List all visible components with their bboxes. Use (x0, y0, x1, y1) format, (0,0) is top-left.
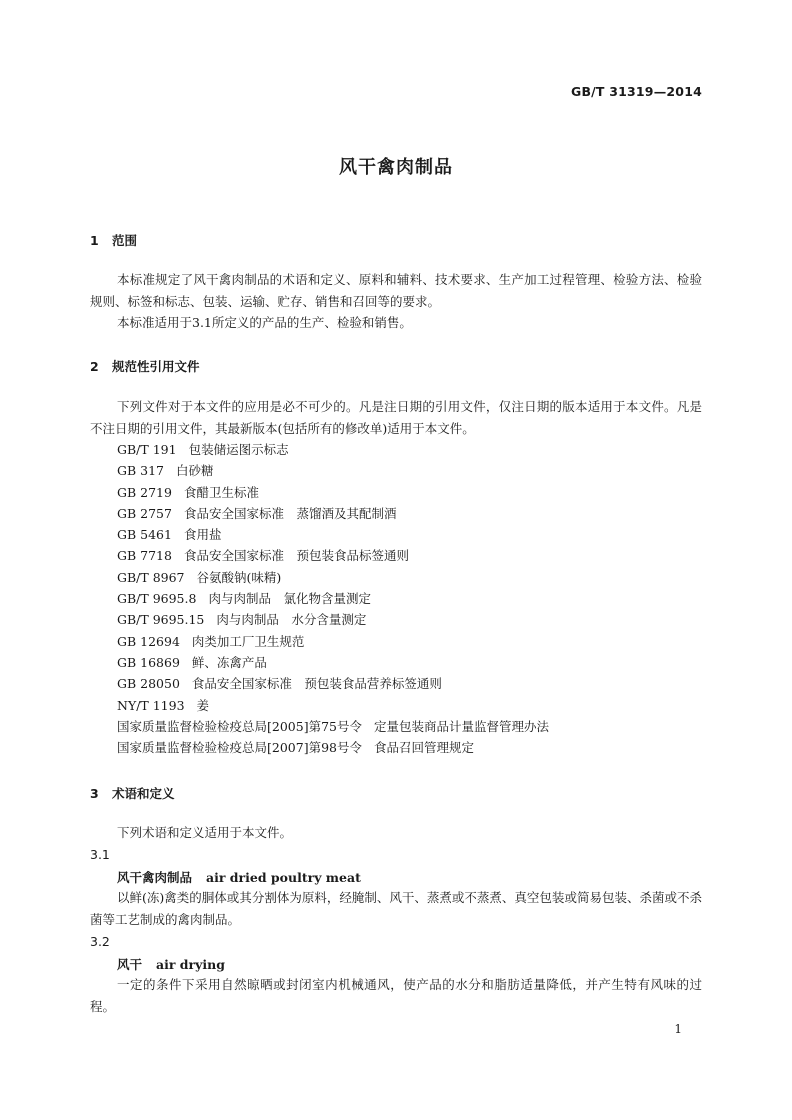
section-number: 2 (90, 359, 99, 374)
reference-item (117, 503, 549, 524)
reference-item (117, 439, 549, 460)
term-name-en: air drying (156, 957, 225, 972)
term-name (117, 955, 225, 973)
paragraph: 本标准适用于3.1所定义的产品的生产、检验和销售。 (117, 315, 412, 330)
reference-name: 食用盐 (183, 527, 222, 543)
reference-item (117, 588, 549, 609)
reference-code: GB/T 9695.8 (117, 591, 197, 607)
term-name-zh: 风干 (117, 957, 143, 972)
reference-code: GB 5461 (117, 527, 172, 543)
page-number: 1 (674, 1022, 682, 1036)
reference-item (117, 482, 549, 503)
term-name-zh: 风干禽肉制品 (117, 870, 193, 885)
reference-item (117, 609, 549, 630)
reference-item (117, 737, 549, 758)
reference-name: 食品安全国家标准 蒸馏酒及其配制酒 (183, 505, 397, 521)
reference-item (117, 695, 549, 716)
reference-code: GB 28050 (117, 676, 180, 692)
paragraph: 下列术语和定义适用于本文件。 (117, 825, 293, 840)
section-title: 范围 (112, 233, 138, 248)
section-number: 3 (90, 786, 99, 801)
reference-code: 国家质量监督检验检疫总局[2007]第98号令 (117, 740, 362, 756)
paragraph: 下列文件对于本文件的应用是必不可少的。凡是注日期的引用文件，仅注日期的版本适用于本文件。凡是不注日期的引用文件，其最新版本(包括所有的修改单)适用于本文件。 (90, 399, 702, 436)
reference-item (117, 716, 549, 737)
term-name-en: air dried poultry meat (206, 870, 361, 885)
reference-item (117, 460, 549, 481)
reference-name: 谷氨酸钠(味精) (196, 569, 282, 585)
standard-code: GB/T 31319—2014 (570, 84, 702, 99)
term-definition: 一定的条件下采用自然晾晒或封闭室内机械通风，使产品的水分和脂肪适量降低，并产生特有风味的过程。 (90, 977, 702, 1014)
reference-name: 食品安全国家标准 预包装食品标签通则 (183, 548, 409, 564)
reference-name: 肉与肉制品 氯化物含量测定 (208, 591, 371, 607)
reference-code: GB 2757 (117, 505, 172, 521)
reference-code: GB 2719 (117, 484, 172, 500)
section-heading-normative-references (90, 357, 200, 375)
term-number: 3.2 (90, 934, 110, 949)
reference-code: 国家质量监督检验检疫总局[2005]第75号令 (117, 718, 362, 734)
reference-name: 食品安全国家标准 预包装食品营养标签通则 (191, 676, 442, 692)
reference-item (117, 631, 549, 652)
reference-code: GB/T 8967 (117, 569, 185, 585)
section-number: 1 (90, 233, 99, 248)
section-heading-terms-definitions (90, 784, 175, 802)
reference-name: 食醋卫生标准 (183, 484, 259, 500)
reference-code: GB 317 (117, 463, 165, 479)
section-title: 术语和定义 (112, 786, 175, 801)
reference-name: 姜 (196, 697, 210, 713)
reference-code: GB 16869 (117, 654, 180, 670)
reference-name: 食品召回管理规定 (373, 740, 474, 756)
reference-item (117, 524, 549, 545)
reference-name: 白砂糖 (176, 463, 214, 479)
reference-name: 包装储运图示标志 (188, 442, 289, 457)
document-title: 风干禽肉制品 (339, 157, 453, 178)
reference-item (117, 652, 549, 673)
reference-code: NY/T 1193 (117, 697, 185, 713)
paragraph: 本标准规定了风干禽肉制品的术语和定义、原料和辅料、技术要求、生产加工过程管理、检验方法、检验规则、标签和标志、包装、运输、贮存、销售和召回等的要求。 (90, 272, 702, 309)
reference-name: 肉与肉制品 水分含量测定 (216, 612, 367, 628)
reference-name: 定量包装商品计量监督管理办法 (373, 718, 549, 734)
reference-name: 鲜、冻禽产品 (191, 654, 267, 670)
term-name (117, 868, 361, 886)
section-title: 规范性引用文件 (112, 359, 200, 374)
reference-item (117, 567, 549, 588)
reference-list (117, 439, 549, 758)
reference-code: GB/T 191 (117, 442, 177, 457)
section-heading-scope (90, 231, 137, 249)
reference-item (117, 673, 549, 694)
reference-name: 肉类加工厂卫生规范 (191, 633, 305, 649)
reference-code: GB/T 9695.15 (117, 612, 205, 628)
reference-item (117, 545, 549, 566)
reference-code: GB 12694 (117, 633, 180, 649)
term-number: 3.1 (90, 847, 110, 862)
reference-code: GB 7718 (117, 548, 172, 564)
term-definition: 以鲜(冻)禽类的胴体或其分割体为原料，经腌制、风干、蒸煮或不蒸煮、真空包装或简易包装、杀菌或不杀菌等工艺制成的禽肉制品。 (90, 890, 702, 927)
